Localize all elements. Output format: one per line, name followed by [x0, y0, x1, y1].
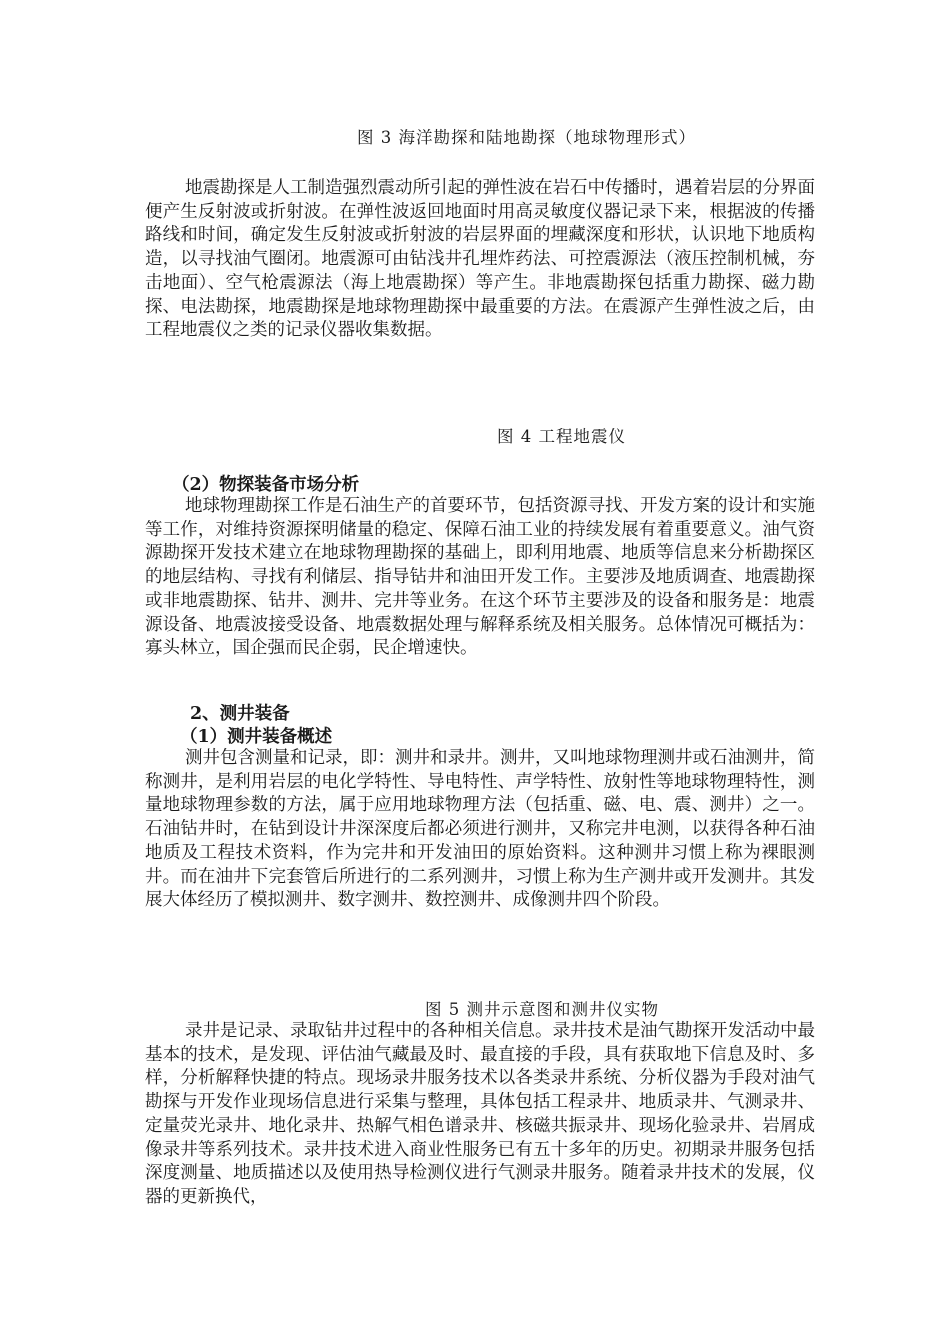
paragraph-mud-logging	[145, 1020, 815, 1210]
paragraph-mudlogging-text: 录井是记录、录取钻井过程中的各种相关信息。录井技术是油气勘探开发活动中最基本的技术，是发现、评估油气藏最及时、最直接的手段，具有获取地下信息及时、多样，分析解释快捷的特点。现场录井服务技术以各类录井系统、分析仪器为手段对油气勘探与开发作业现场信息进行采集与整理，具体包括工程录井、地质录井、气测录井、定量荧光录井、地化录井、热解气相色谱录井、核磁共振录井、现场化验录井、岩屑成像录井等系列技术。录井技术进入商业性服务已有五十多年的历史。初期录井服务包括深度测量、地质描述以及使用热导检测仪进行气测录井服务。随着录井技术的发展，仪器的更新换代，	[145, 1021, 815, 1207]
section-heading-market-analysis: （2）物探装备市场分析	[172, 475, 360, 495]
paragraph-market-analysis	[145, 495, 815, 661]
figure4-caption: 图 4 工程地震仪	[497, 427, 626, 446]
figure5-caption: 图 5 测井示意图和测井仪实物	[425, 1000, 659, 1019]
section-heading-logging-equipment: 2、测井装备	[190, 704, 290, 724]
section-heading-logging-overview: （1）测井装备概述	[180, 727, 333, 747]
paragraph-logging-text: 测井包含测量和记录，即：测井和录井。测井，又叫地球物理测井或石油测井，简称测井，是利用岩层的电化学特性、导电特性、声学特性、放射性等地球物理特性，测量地球物理参数的方法，属于应用地球物理方法（包括重、磁、电、震、测井）之一。石油钻井时，在钻到设计井深深度后都必须进行测井，又称完井电测，以获得各种石油地质及工程技术资料，作为完井和开发油田的原始资料。这种测井习惯上称为裸眼测井。而在油井下完套管后所进行的二系列测井，习惯上称为生产测井或开发测井。其发展大体经历了模拟测井、数字测井、数控测井、成像测井四个阶段。	[145, 748, 815, 911]
figure3-caption: 图 3 海洋勘探和陆地勘探（地球物理形式）	[357, 128, 696, 147]
paragraph-seismic-exploration	[145, 177, 815, 343]
paragraph-well-logging	[145, 747, 815, 913]
paragraph-market-text: 地球物理勘探工作是石油生产的首要环节，包括资源寻找、开发方案的设计和实施等工作，对维持资源探明储量的稳定、保障石油工业的持续发展有着重要意义。油气资源勘探开发技术建立在地球物理勘探的基础上，即利用地震、地质等信息来分析勘探区的地层结构、寻找有利储层、指导钻井和油田开发工作。主要涉及地质调查、地震勘探或非地震勘探、钻井、测井、完井等业务。在这个环节主要涉及的设备和服务是：地震源设备、地震波接受设备、地震数据处理与解释系统及相关服务。总体情况可概括为：寡头林立，国企强而民企弱，民企增速快。	[145, 496, 815, 659]
paragraph-seismic-text: 地震勘探是人工制造强烈震动所引起的弹性波在岩石中传播时，遇着岩层的分界面便产生反射波或折射波。在弹性波返回地面时用高灵敏度仪器记录下来，根据波的传播路线和时间，确定发生反射波或折射波的岩层界面的埋藏深度和形状，认识地下地质构造，以寻找油气圈闭。地震源可由钻浅井孔埋炸药法、可控震源法（液压控制机械，夯击地面）、空气枪震源法（海上地震勘探）等产生。非地震勘探包括重力勘探、磁力勘探、电法勘探，地震勘探是地球物理勘探中最重要的方法。在震源产生弹性波之后，由工程地震仪之类的记录仪器收集数据。	[145, 178, 815, 341]
